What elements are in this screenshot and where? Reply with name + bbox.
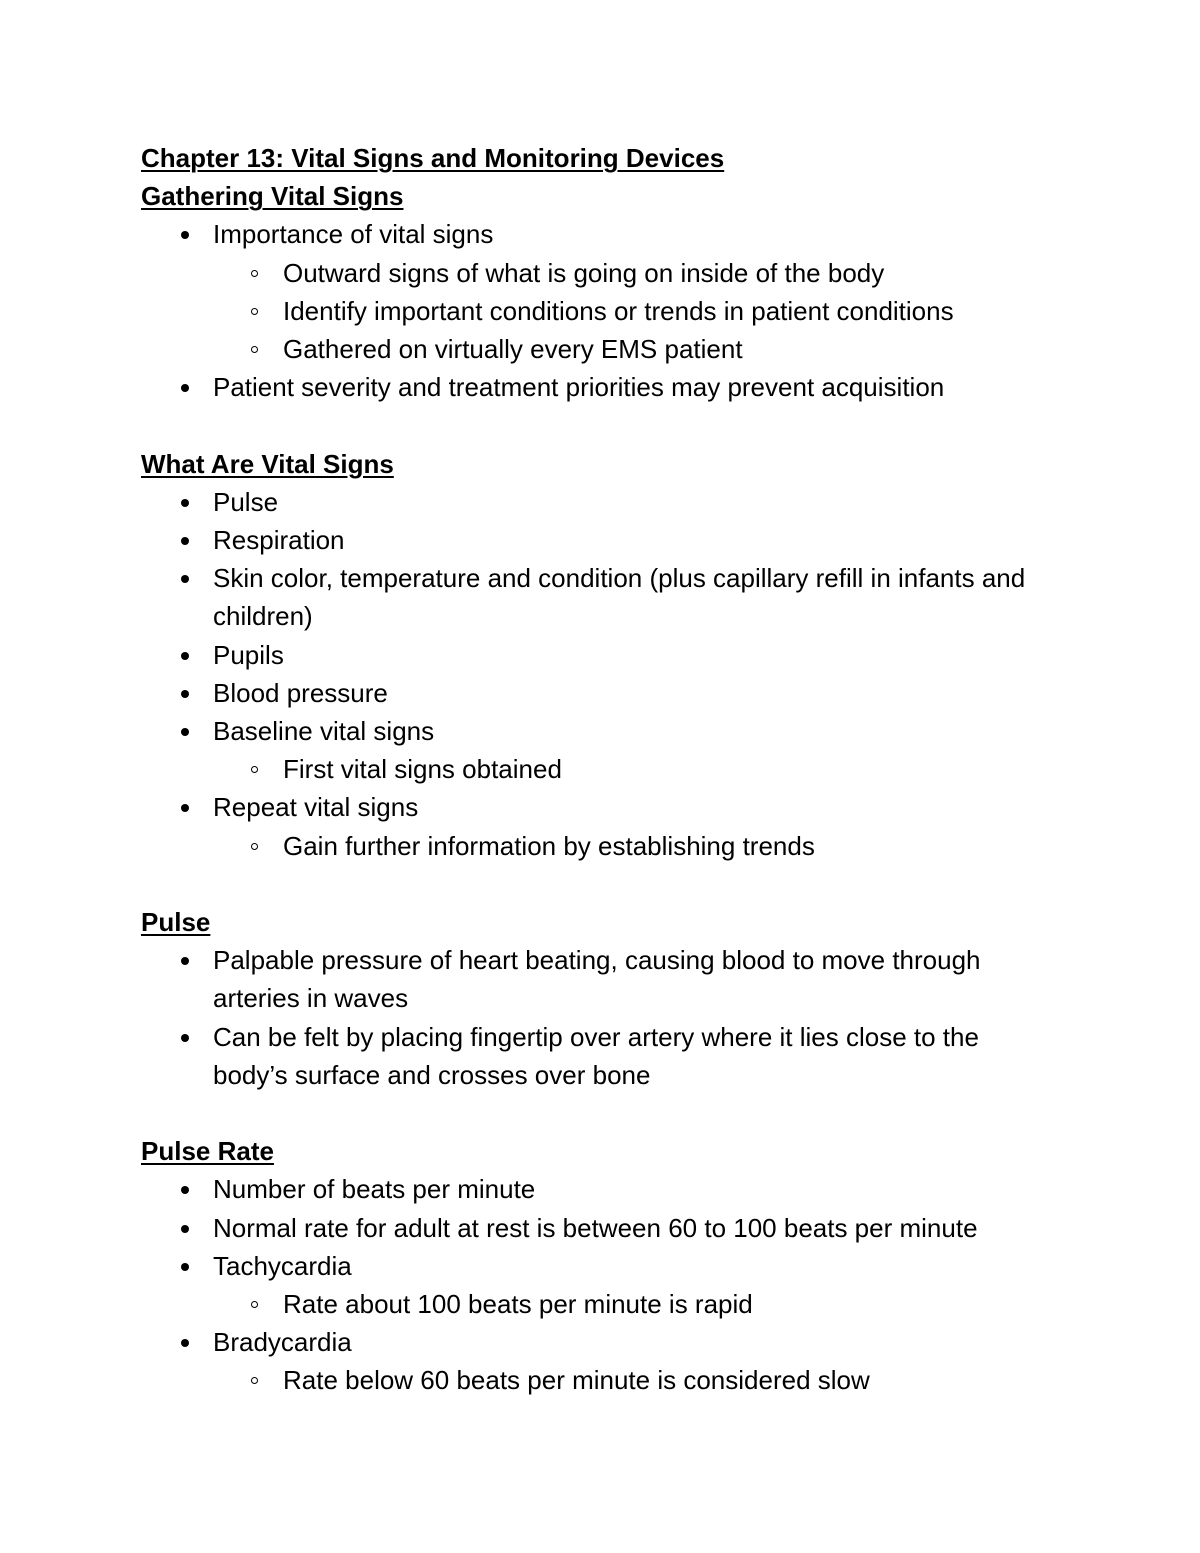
bullet-dot-icon <box>181 957 189 965</box>
sub-bullet-item <box>141 1361 1041 1399</box>
bullet-text: Can be felt by placing fingertip over artery where it lies close to the body’s surface and crosses over bone <box>213 1021 979 1090</box>
section-spacer <box>141 1094 1041 1132</box>
bullet-circle-icon <box>251 270 258 277</box>
bullet-item <box>141 636 1041 674</box>
section-heading: Pulse <box>141 907 211 938</box>
sub-bullet-text: Gain further information by establishing trends <box>283 830 815 861</box>
bullet-dot-icon <box>181 499 189 507</box>
bullet-item <box>141 712 1041 750</box>
bullet-text: Normal rate for adult at rest is between 60 to 100 beats per minute <box>213 1212 978 1243</box>
sub-bullet-text: Rate about 100 beats per minute is rapid <box>283 1289 753 1320</box>
bullet-dot-icon <box>181 1339 189 1347</box>
bullet-item <box>141 559 1041 635</box>
bullet-circle-icon <box>251 308 258 315</box>
sub-bullet-text: Identify important conditions or trends in patient conditions <box>283 295 954 326</box>
bullet-item <box>141 941 1041 1017</box>
sub-bullet-text: First vital signs obtained <box>283 754 562 785</box>
chapter-title: Chapter 13: Vital Signs and Monitoring Devices <box>141 143 725 173</box>
bullet-item <box>141 521 1041 559</box>
bullet-dot-icon <box>181 537 189 545</box>
bullet-circle-icon <box>251 346 258 353</box>
sub-bullet-item <box>141 330 1041 368</box>
document-page <box>141 139 1041 1400</box>
bullet-dot-icon <box>181 690 189 698</box>
bullet-item <box>141 1209 1041 1247</box>
section-spacer <box>141 406 1041 444</box>
bullet-dot-icon <box>181 231 189 239</box>
bullet-item <box>141 368 1041 406</box>
section-spacer <box>141 865 1041 903</box>
bullet-circle-icon <box>251 1301 258 1308</box>
bullet-text: Pulse <box>213 486 279 517</box>
bullet-dot-icon <box>181 728 189 736</box>
sub-bullet-item <box>141 827 1041 865</box>
bullet-item <box>141 674 1041 712</box>
bullet-circle-icon <box>251 843 258 850</box>
section-heading: Gathering Vital Signs <box>141 181 404 212</box>
bullet-text: Repeat vital signs <box>213 792 419 823</box>
section <box>141 903 1041 1094</box>
bullet-dot-icon <box>181 652 189 660</box>
sub-bullet-item <box>141 1285 1041 1323</box>
section-heading: Pulse Rate <box>141 1136 274 1167</box>
bullet-text: Palpable pressure of heart beating, causing blood to move through arteries in waves <box>213 945 981 1014</box>
bullet-dot-icon <box>181 804 189 812</box>
bullet-text: Patient severity and treatment priorities may prevent acquisition <box>213 372 945 403</box>
sub-bullet-text: Gathered on virtually every EMS patient <box>283 334 743 365</box>
bullet-text: Respiration <box>213 525 345 556</box>
bullet-item <box>141 1247 1041 1285</box>
bullet-text: Bradycardia <box>213 1327 352 1358</box>
section <box>141 445 1041 865</box>
section <box>141 177 1041 406</box>
sub-bullet-item <box>141 292 1041 330</box>
bullet-text: Pupils <box>213 639 284 670</box>
bullet-dot-icon <box>181 1225 189 1233</box>
bullet-text: Baseline vital signs <box>213 716 435 747</box>
bullet-item <box>141 788 1041 826</box>
bullet-item <box>141 1323 1041 1361</box>
bullet-text: Skin color, temperature and condition (plus capillary refill in infants and children) <box>213 563 1026 632</box>
bullet-item <box>141 1170 1041 1208</box>
bullet-dot-icon <box>181 1263 189 1271</box>
sub-bullet-item <box>141 254 1041 292</box>
bullet-text: Number of beats per minute <box>213 1174 536 1205</box>
bullet-item <box>141 215 1041 253</box>
bullet-dot-icon <box>181 1034 189 1042</box>
bullet-text: Importance of vital signs <box>213 219 494 250</box>
bullet-item <box>141 1018 1041 1094</box>
bullet-text: Tachycardia <box>213 1250 352 1281</box>
bullet-text: Blood pressure <box>213 677 388 708</box>
bullet-dot-icon <box>181 1186 189 1194</box>
sub-bullet-item <box>141 750 1041 788</box>
bullet-dot-icon <box>181 384 189 392</box>
sub-bullet-text: Outward signs of what is going on inside of the body <box>283 257 885 288</box>
bullet-circle-icon <box>251 1377 258 1384</box>
bullet-item <box>141 483 1041 521</box>
section-heading: What Are Vital Signs <box>141 448 394 479</box>
sub-bullet-text: Rate below 60 beats per minute is considered slow <box>283 1365 870 1396</box>
section <box>141 1132 1041 1399</box>
bullet-dot-icon <box>181 575 189 583</box>
bullet-circle-icon <box>251 766 258 773</box>
sections-container <box>141 177 1041 1399</box>
